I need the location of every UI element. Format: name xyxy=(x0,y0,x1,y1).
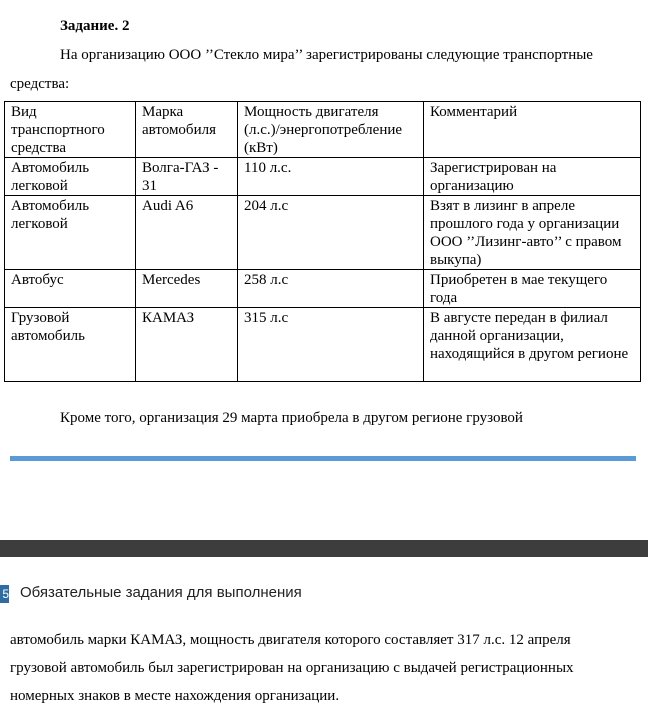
header-brand: Марка автомобиля xyxy=(136,102,238,158)
table-row xyxy=(5,158,641,196)
vehicles-table xyxy=(4,101,641,382)
continuation-line-1: автомобиль марки КАМАЗ, мощность двигателя которого составляет 317 л.с. 12 апреля xyxy=(10,632,571,648)
cell-comment: Взят в лизинг в апреле прошлого года у организации ООО ’’Лизинг-авто’’ с правом выкупа) xyxy=(424,196,641,270)
header-comment: Комментарий xyxy=(424,102,641,158)
table-row xyxy=(5,308,641,382)
cell-brand: КАМАЗ xyxy=(136,308,238,382)
continuation-line-3: номерных знаков в месте нахождения организации. xyxy=(10,688,340,704)
intro-line-1: На организацию ООО ’’Стекло мира’’ зарегистрированы следующие транспортные xyxy=(60,47,593,63)
table-row xyxy=(5,270,641,308)
page-divider xyxy=(10,456,636,461)
cell-comment: Зарегистрирован на организацию xyxy=(424,158,641,196)
cell-comment: Приобретен в мае текущего года xyxy=(424,270,641,308)
cell-vehicle-type: Автобус xyxy=(5,270,136,308)
cell-vehicle-type: Грузовой автомобиль xyxy=(5,308,136,382)
table-header-row xyxy=(5,102,641,158)
cell-brand: Волга-ГАЗ - 31 xyxy=(136,158,238,196)
intro-line-2: средства: xyxy=(10,76,70,92)
cell-brand: Audi A6 xyxy=(136,196,238,270)
cell-power: 110 л.с. xyxy=(238,158,424,196)
cell-power: 258 л.с xyxy=(238,270,424,308)
header-power: Мощность двигателя (л.с.)/энергопотребление (кВт) xyxy=(238,102,424,158)
paragraph-additional-purchase: Кроме того, организация 29 марта приобрела в другом регионе грузовой xyxy=(60,410,523,426)
cell-vehicle-type: Автомобиль легковой xyxy=(5,158,136,196)
page-break-band xyxy=(0,540,648,557)
cell-power: 315 л.с xyxy=(238,308,424,382)
cell-power: 204 л.с xyxy=(238,196,424,270)
cell-vehicle-type: Автомобиль легковой xyxy=(5,196,136,270)
table-row xyxy=(5,196,641,270)
cell-brand: Mercedes xyxy=(136,270,238,308)
header-vehicle-type: Вид транспортного средства xyxy=(5,102,136,158)
section-number-badge: 5 xyxy=(0,585,9,603)
cell-comment: В августе передан в филиал данной организации, находящийся в другом регионе xyxy=(424,308,641,382)
continuation-line-2: грузовой автомобиль был зарегистрирован на организацию с выдачей регистрационных xyxy=(10,660,574,676)
section-header: Обязательные задания для выполнения xyxy=(20,584,302,601)
task-title: Задание. 2 xyxy=(60,18,130,34)
